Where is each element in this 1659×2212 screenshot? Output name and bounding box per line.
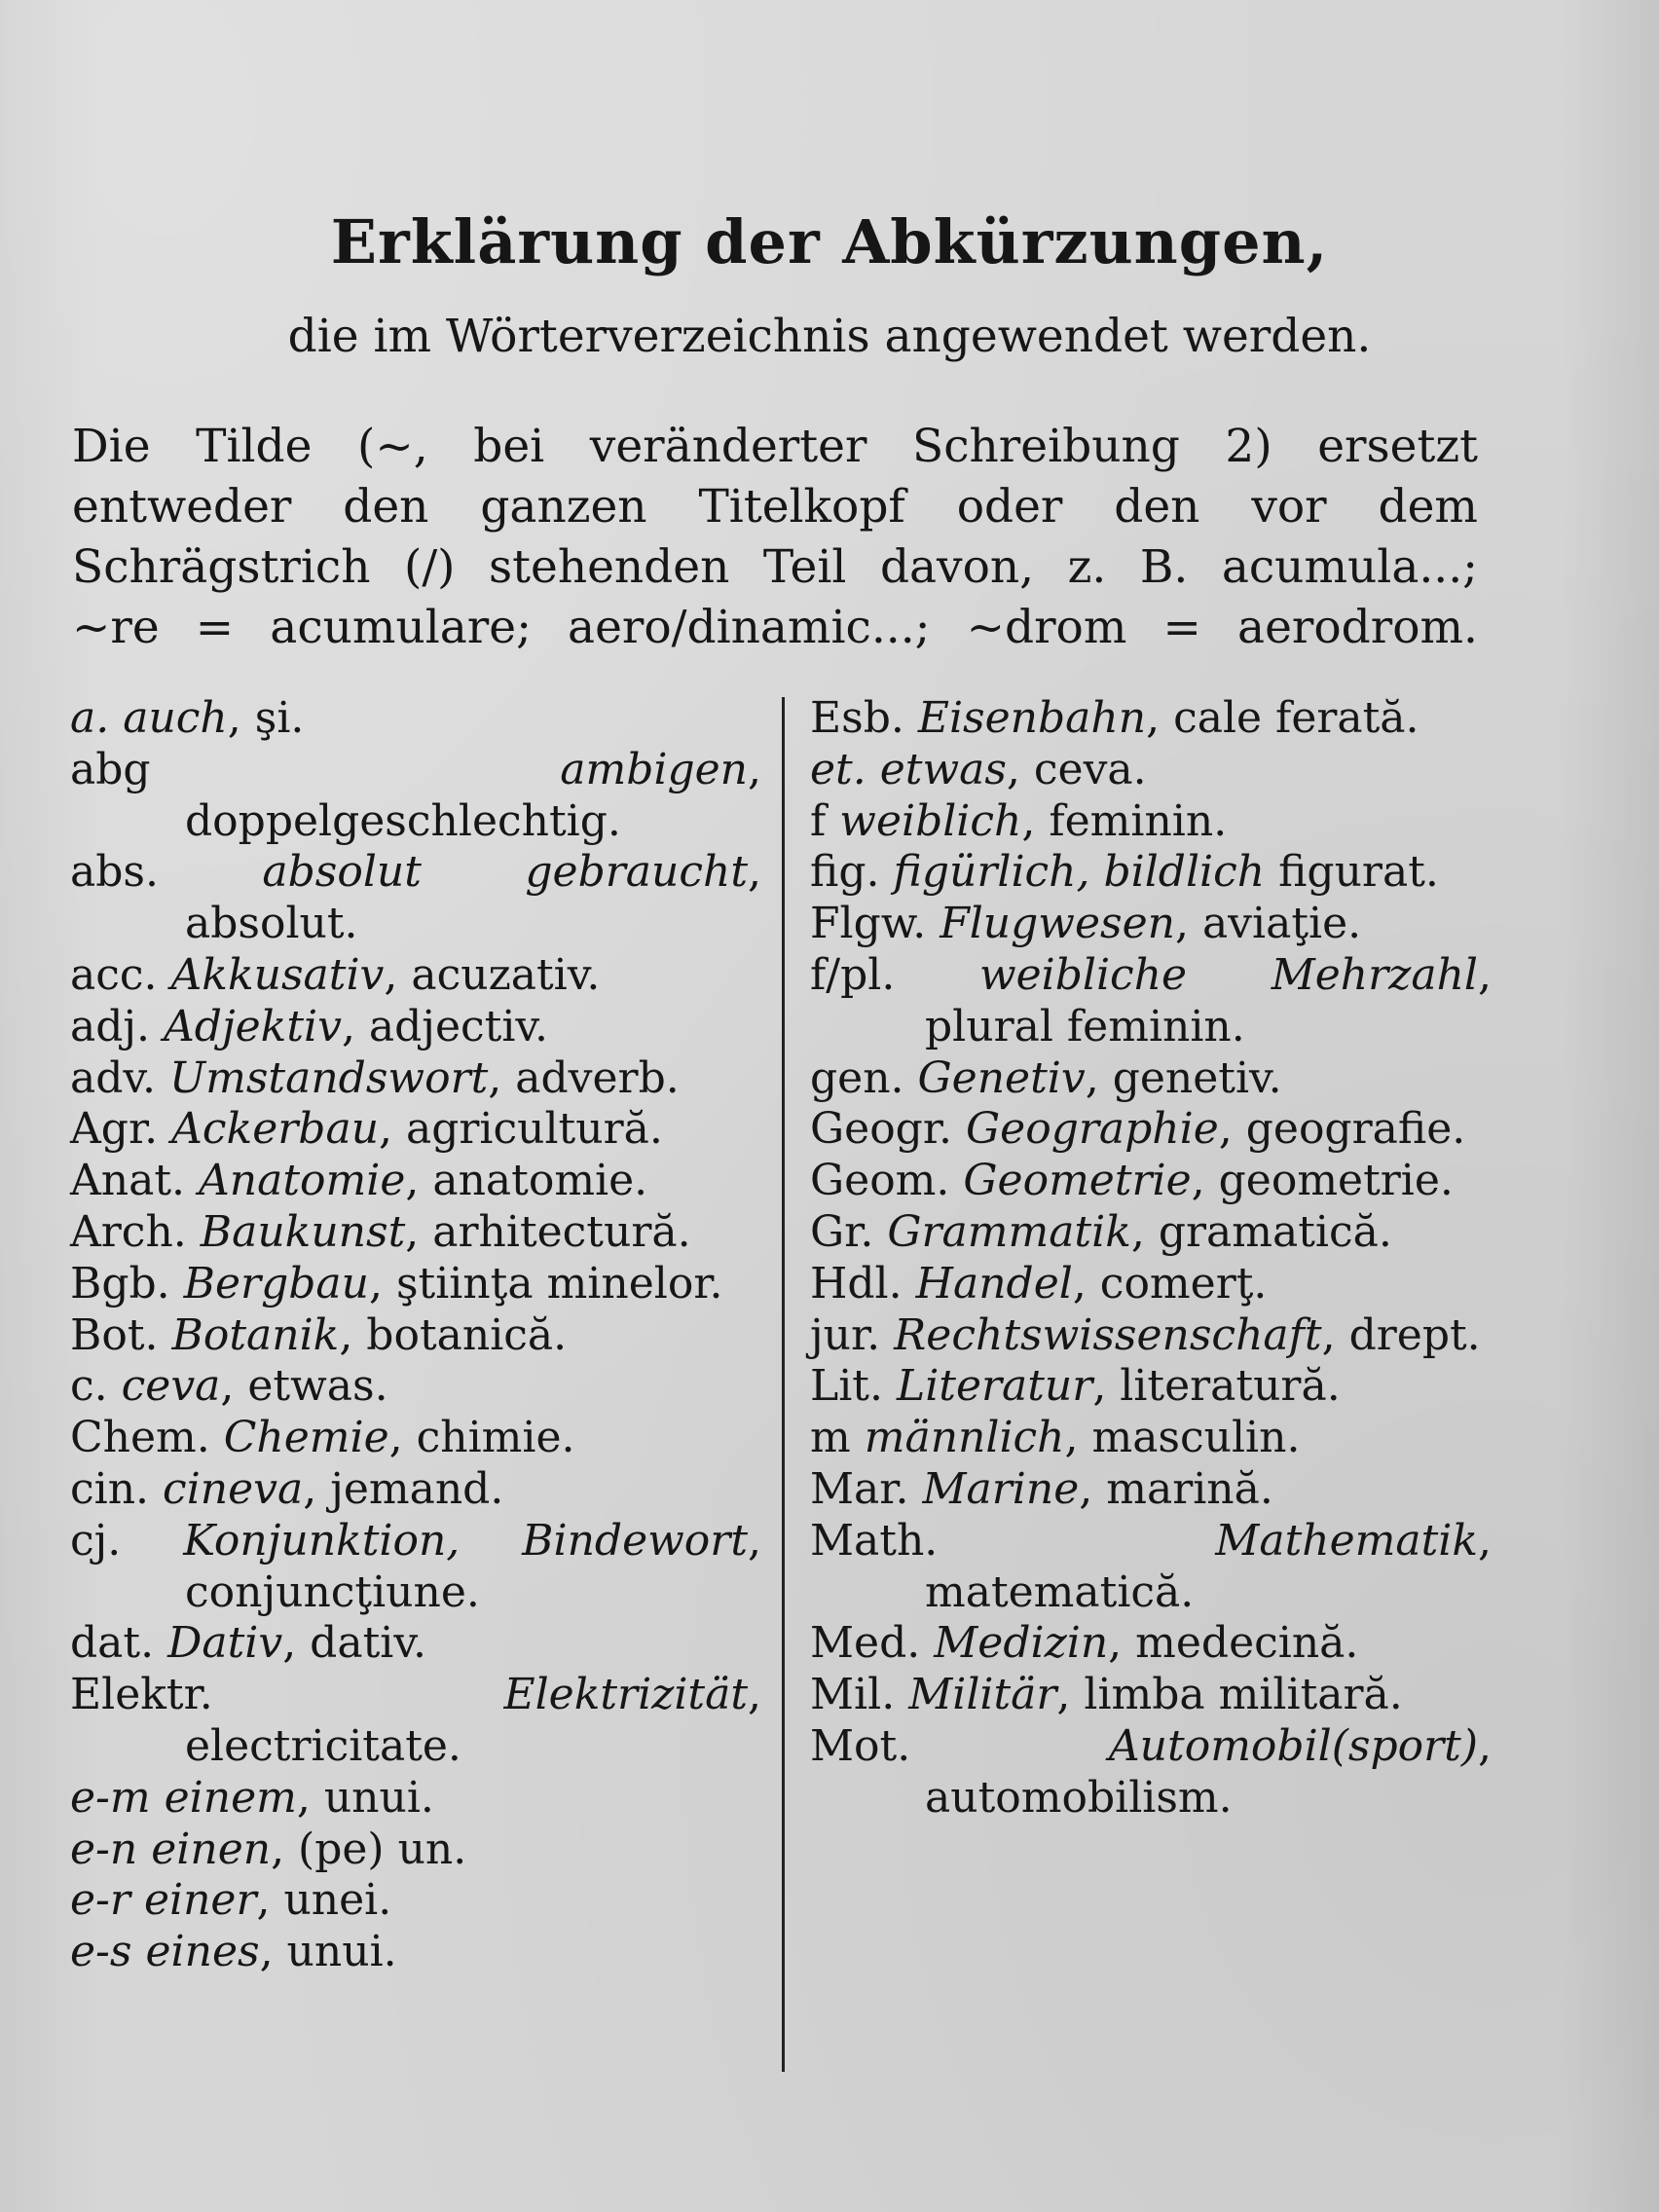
german-meaning: Umstandswort: [169, 1052, 489, 1103]
abbreviation: abg: [70, 744, 151, 794]
abbreviation-entry: [810, 796, 1492, 848]
german-meaning: Geographie: [966, 1104, 1219, 1155]
romanian-meaning: , doppelgeschlechtig.: [185, 744, 761, 846]
german-meaning: Genetiv: [917, 1052, 1086, 1103]
abbreviation-entry: [810, 1104, 1492, 1156]
intro-paragraph: [72, 417, 1478, 658]
romanian-meaning: , drept.: [1321, 1309, 1481, 1360]
abbreviation: Esb.: [810, 693, 904, 743]
romanian-meaning: , comerţ.: [1072, 1258, 1268, 1309]
romanian-meaning: , adverb.: [488, 1052, 680, 1103]
german-meaning: Militär: [908, 1670, 1057, 1720]
romanian-meaning: , ceva.: [1006, 744, 1147, 794]
abbreviation: acc.: [70, 949, 158, 1000]
german-meaning: männlich: [864, 1413, 1065, 1463]
abbreviation: f/pl.: [810, 949, 896, 1000]
abbreviation: gen.: [810, 1052, 904, 1103]
column-divider: [782, 697, 785, 2072]
abbreviation-entry: [70, 1773, 761, 1825]
german-meaning: Bergbau: [183, 1258, 369, 1309]
romanian-meaning: , genetiv.: [1085, 1052, 1282, 1103]
abbreviation: Mil.: [810, 1670, 896, 1720]
abbreviation-entry: [70, 1516, 761, 1619]
abbreviation-column-right: [810, 693, 1492, 1825]
romanian-meaning: , medecină.: [1108, 1618, 1359, 1669]
abbreviation-entry: [810, 693, 1492, 745]
abbreviation: Agr.: [70, 1104, 159, 1155]
abbreviation: f: [810, 795, 827, 846]
abbreviation-entry: [70, 693, 761, 745]
romanian-meaning: , dativ.: [282, 1618, 426, 1669]
german-meaning: eines: [145, 1927, 260, 1977]
romanian-meaning: , literatură.: [1092, 1361, 1341, 1412]
german-meaning: Konjunktion, Bindewort: [183, 1515, 748, 1566]
romanian-meaning: , arhitectură.: [405, 1206, 691, 1257]
page-title: Erklärung der Abkürzungen,: [330, 206, 1329, 277]
german-meaning: Chemie: [223, 1413, 389, 1463]
abbreviation: e-s: [70, 1927, 132, 1977]
abbreviation: Mot.: [810, 1720, 911, 1771]
abbreviation: c.: [70, 1361, 108, 1412]
intro-line: ~re = acumulare; aero/dinamic...; ~drom = aerodrom.: [72, 601, 1478, 654]
abbreviation-entry: [70, 745, 761, 848]
abbreviation-entry: [810, 1259, 1492, 1310]
romanian-meaning: , unui.: [296, 1772, 434, 1823]
german-meaning: Geometrie: [963, 1156, 1192, 1206]
abbreviation-entry: [810, 745, 1492, 796]
abbreviation-entry: [70, 847, 761, 950]
abbreviation: Flgw.: [810, 899, 927, 949]
abbreviation-entry: [70, 1464, 761, 1516]
abbreviation: et.: [810, 744, 866, 794]
romanian-meaning: , adjectiv.: [341, 1001, 549, 1051]
abbreviation-entry: [70, 1156, 761, 1207]
german-meaning: Akkusativ: [170, 949, 385, 1000]
abbreviation: Geom.: [810, 1156, 950, 1206]
german-meaning: Botanik: [171, 1309, 340, 1360]
abbreviation-entry: [810, 1156, 1492, 1207]
german-meaning: Anatomie: [199, 1156, 406, 1206]
abbreviation-entry: [810, 1361, 1492, 1413]
abbreviation-column-left: [70, 693, 761, 1978]
abbreviation: Anat.: [70, 1156, 186, 1206]
abbreviation-entry: [810, 1721, 1492, 1825]
abbreviation: Arch.: [70, 1206, 187, 1257]
romanian-meaning: , limba militară.: [1056, 1670, 1403, 1720]
romanian-meaning: , aviaţie.: [1174, 899, 1362, 949]
abbreviation: e-r: [70, 1875, 130, 1926]
abbreviation-entry: [810, 1310, 1492, 1362]
romanian-meaning: , etwas.: [220, 1361, 388, 1412]
romanian-meaning: , acuzativ.: [384, 949, 601, 1000]
german-meaning: Elektrizität: [503, 1670, 748, 1720]
romanian-meaning: , anatomie.: [405, 1156, 648, 1206]
abbreviation-entry: [70, 1875, 761, 1927]
abbreviation-entry: [70, 1618, 761, 1670]
romanian-meaning: , cale ferată.: [1146, 693, 1419, 743]
german-meaning: Handel: [915, 1258, 1073, 1309]
abbreviation: jur.: [810, 1309, 881, 1360]
abbreviation: Math.: [810, 1515, 939, 1566]
abbreviation: Geogr.: [810, 1104, 953, 1155]
romanian-meaning: , botanică.: [339, 1309, 568, 1360]
german-meaning: etwas: [879, 744, 1007, 794]
abbreviation: adj.: [70, 1001, 151, 1051]
romanian-meaning: , feminin.: [1021, 795, 1228, 846]
abbreviation-entry: [70, 1670, 761, 1773]
abbreviation-entry: [70, 1259, 761, 1310]
page-subtitle: die im Wörterverzeichnis angewendet werden.: [287, 310, 1372, 363]
romanian-meaning: , (pe) un.: [271, 1824, 467, 1874]
abbreviation: a.: [70, 693, 110, 743]
german-meaning: Baukunst: [200, 1206, 406, 1257]
romanian-meaning: , masculin.: [1064, 1413, 1301, 1463]
german-meaning: einem: [164, 1772, 297, 1823]
abbreviation: Med.: [810, 1618, 921, 1669]
intro-line: entweder den ganzen Titelkopf oder den vor dem: [72, 480, 1478, 534]
abbreviation: cin.: [70, 1463, 150, 1514]
abbreviation-entry: [70, 1104, 761, 1156]
abbreviation: Bot.: [70, 1309, 159, 1360]
abbreviation: dat.: [70, 1618, 155, 1669]
abbreviation-entry: [70, 1361, 761, 1413]
german-meaning: Eisenbahn: [917, 693, 1147, 743]
abbreviation: adv.: [70, 1052, 157, 1103]
romanian-meaning: , geografie.: [1218, 1104, 1466, 1155]
romanian-meaning: , conjuncţiune.: [185, 1515, 761, 1617]
abbreviation-entry: [810, 1413, 1492, 1464]
abbreviation-entry: [70, 1053, 761, 1105]
german-meaning: absolut gebraucht: [262, 847, 748, 898]
romanian-meaning: , plural feminin.: [925, 949, 1492, 1051]
romanian-meaning: , unui.: [259, 1927, 397, 1977]
abbreviation-entry: [70, 1825, 761, 1876]
abbreviation: Mar.: [810, 1463, 909, 1514]
abbreviation-entry: [70, 1207, 761, 1259]
german-meaning: auch: [123, 693, 228, 743]
abbreviation: Chem.: [70, 1413, 210, 1463]
german-meaning: Rechtswissenschaft: [894, 1309, 1322, 1360]
abbreviation: Elektr.: [70, 1670, 213, 1720]
german-meaning: Adjektiv: [164, 1001, 342, 1051]
abbreviation-entry: [70, 1413, 761, 1464]
german-meaning: Grammatik: [887, 1206, 1131, 1257]
german-meaning: Automobil(sport): [1108, 1720, 1478, 1771]
german-meaning: Mathematik: [1215, 1515, 1478, 1566]
romanian-meaning: , gramatică.: [1130, 1206, 1392, 1257]
abbreviation-entry: [810, 847, 1492, 899]
romanian-meaning: , şi.: [227, 693, 305, 743]
abbreviation: Gr.: [810, 1206, 874, 1257]
german-meaning: Ackerbau: [171, 1104, 380, 1155]
german-meaning: Marine: [922, 1463, 1080, 1514]
romanian-meaning: , unei.: [256, 1875, 392, 1926]
romanian-meaning: , chimie.: [388, 1413, 575, 1463]
german-meaning: Dativ: [167, 1618, 283, 1669]
romanian-meaning: , agricultură.: [379, 1104, 663, 1155]
german-meaning: weibliche Mehrzahl: [978, 949, 1478, 1000]
german-meaning: weiblich: [839, 795, 1022, 846]
romanian-meaning: , jemand.: [303, 1463, 504, 1514]
romanian-meaning: , geometrie.: [1191, 1156, 1454, 1206]
abbreviation-entry: [810, 899, 1492, 950]
german-meaning: einer: [143, 1875, 257, 1926]
abbreviation: m: [810, 1413, 851, 1463]
romanian-meaning: , matematică.: [925, 1515, 1492, 1617]
abbreviation: e-n: [70, 1824, 138, 1874]
abbreviation: abs.: [70, 847, 159, 898]
romanian-meaning: , marină.: [1079, 1463, 1273, 1514]
abbreviation-entry: [810, 1053, 1492, 1105]
german-meaning: Literatur: [896, 1361, 1093, 1412]
abbreviation: cj.: [70, 1515, 122, 1566]
abbreviation: e-m: [70, 1772, 151, 1823]
abbreviation-entry: [810, 1618, 1492, 1670]
german-meaning: Medizin: [934, 1618, 1109, 1669]
german-meaning: cineva: [163, 1463, 304, 1514]
abbreviation-entry: [810, 1516, 1492, 1619]
abbreviation-entry: [70, 1310, 761, 1362]
intro-line: Die Tilde (~, bei veränderter Schreibung 2) ersetzt: [72, 420, 1478, 473]
romanian-meaning: , automobilism.: [925, 1720, 1492, 1823]
abbreviation: fig.: [810, 847, 880, 898]
romanian-meaning: figurat.: [1265, 847, 1439, 898]
abbreviation-entry: [810, 1464, 1492, 1516]
german-meaning: einen: [151, 1824, 272, 1874]
german-meaning: Flugwesen: [940, 899, 1175, 949]
german-meaning: ceva: [121, 1361, 221, 1412]
romanian-meaning: , ştiinţa minelor.: [368, 1258, 723, 1309]
german-meaning: figürlich, bildlich: [893, 847, 1266, 898]
abbreviation: Hdl.: [810, 1258, 903, 1309]
abbreviation-entry: [810, 950, 1492, 1053]
german-meaning: ambigen: [560, 744, 748, 794]
abbreviation-entry: [70, 1927, 761, 1978]
abbreviation-entry: [70, 1002, 761, 1053]
abbreviation-entry: [70, 950, 761, 1002]
romanian-meaning: , absolut.: [185, 847, 761, 949]
abbreviation-entry: [810, 1207, 1492, 1259]
abbreviation: Lit.: [810, 1361, 883, 1412]
intro-line: Schrägstrich (/) stehenden Teil davon, z. B. acumula...;: [72, 540, 1478, 594]
romanian-meaning: , electricitate.: [185, 1670, 761, 1771]
abbreviation-entry: [810, 1670, 1492, 1721]
abbreviation: Bgb.: [70, 1258, 170, 1309]
